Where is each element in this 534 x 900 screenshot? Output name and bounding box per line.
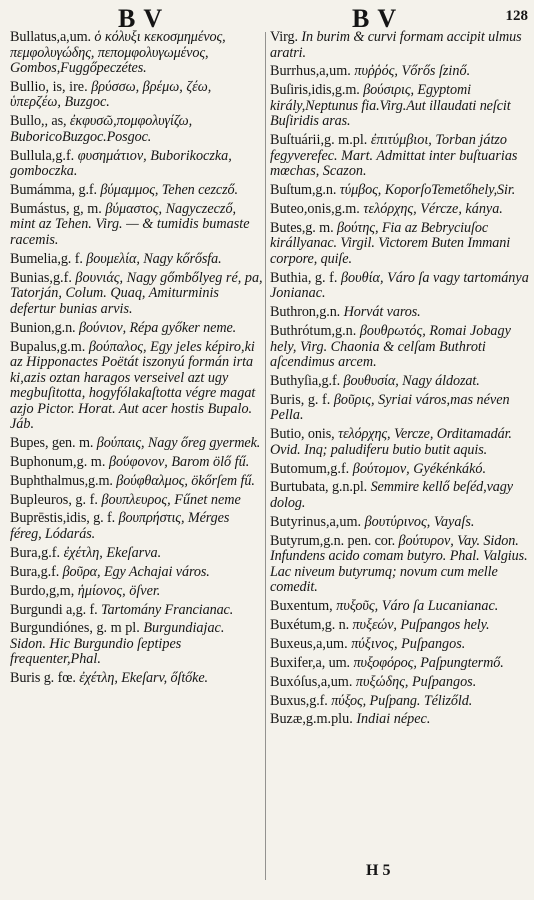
entry-definition: Nagyczecző, mint az Tehen. Virg. — & tumidis bumaste racemis.	[10, 200, 250, 248]
entry-headword: Bupleuros, g. f.	[10, 491, 98, 508]
entry-greek: πυξεών,	[352, 617, 397, 634]
dictionary-entry	[270, 305, 532, 321]
entry-greek: βούτομον,	[352, 460, 410, 477]
dictionary-entry	[10, 149, 263, 180]
entry-headword: Buris g. fœ.	[10, 670, 76, 687]
dictionary-entry	[10, 474, 263, 490]
entry-definition: Nagy őreg gyermek.	[147, 434, 261, 451]
dictionary-entry	[10, 202, 263, 249]
entry-headword: Bullula,g.f.	[10, 147, 75, 164]
entry-headword: Butes,g. m.	[270, 219, 334, 236]
entry-greek: βρύσσω, βρέμω, ζέω, ὑπερζέω,	[10, 78, 212, 111]
dictionary-entry	[10, 584, 263, 600]
entry-definition: Puſpangos hely.	[400, 617, 490, 634]
entry-headword: Buthyſia,g.f.	[270, 372, 341, 389]
entry-definition: Barom ölő fű.	[171, 453, 250, 470]
entry-greek: βούπαις,	[96, 434, 145, 451]
entry-greek: ἡμίονος,	[77, 582, 126, 599]
dictionary-entry	[270, 675, 532, 691]
dictionary-entry	[270, 515, 532, 531]
entry-definition: Ekeſarva.	[106, 544, 162, 561]
dictionary-entry	[270, 30, 532, 61]
dictionary-entry	[270, 374, 532, 390]
entry-definition: Fia az Bebryciuſoc királlyanac. Virgil. Victorem Buten Immani corpore, quiſe.	[270, 219, 511, 267]
entry-definition: Horvát varos.	[343, 304, 421, 321]
entry-greek: βουθία,	[340, 269, 384, 286]
entry-headword: Burrhus,a,um.	[270, 63, 351, 80]
entry-definition: Egy Achajai város.	[103, 563, 210, 580]
right-column	[270, 30, 532, 731]
entry-definition: Semmire kellő beſéd,vagy dolog.	[270, 479, 513, 511]
entry-definition: Buborikoczka, gomboczka.	[10, 147, 232, 180]
entry-greek: βοῦρις,	[333, 391, 375, 408]
entry-definition: Vay. Sidon. Infundens acido comam butyro. Phal. Valgius. Lac niveum butyrumq; novum cum melle comedit.	[270, 532, 528, 596]
entry-definition: Egyptomi király,Neptunus fia.Virg.Aut illaudati neſcit Buſiridis aras.	[270, 82, 511, 130]
entry-headword: Bumástus, g, m.	[10, 200, 102, 217]
entry-definition: Váro ſa vagy tartománya Jonianac.	[270, 269, 529, 302]
entry-greek: βουπλευρος,	[101, 491, 171, 508]
entry-headword: Bullatus,a,um.	[10, 29, 91, 45]
entry-definition: Romai Jobagy hely, Virg. Chaonia & celſam Buthroti aſcendimus arcem.	[270, 323, 511, 371]
entry-greek: βουθυσία,	[343, 372, 399, 389]
dictionary-entry	[270, 202, 532, 218]
entry-headword: Bumelia,g. f.	[10, 250, 83, 267]
dictionary-entry	[10, 671, 263, 687]
page-number: 128	[505, 8, 528, 24]
entry-greek: ἐπιτύμβιοι,	[370, 132, 432, 149]
entry-greek: βούνιον,	[78, 319, 127, 336]
entry-headword: Bunias,g.f.	[10, 269, 72, 286]
entry-definition: Tehen cezcző.	[161, 182, 238, 199]
dictionary-entry	[10, 114, 263, 145]
entry-definition: Répa győker neme.	[129, 319, 237, 336]
entry-definition: Nagy áldozat.	[402, 372, 480, 389]
dictionary-entry	[10, 493, 263, 509]
entry-headword: Bura,g.f.	[10, 563, 60, 580]
entry-headword: Buphthalmus,g.m.	[10, 472, 113, 489]
entry-definition: Fűnet neme	[174, 491, 241, 508]
entry-greek: βουτύρινος,	[364, 513, 431, 530]
entry-definition: Nagy gőmbőlyeg ré, pa, Tatorján, Colum. Quaq, Amiturminis defertur bunias arvis.	[10, 269, 263, 317]
entry-greek: πύξος,	[331, 692, 367, 709]
entry-headword: Butio, onis,	[270, 426, 335, 443]
entry-greek: βούφθαλμος,	[116, 472, 188, 489]
dictionary-entry	[10, 436, 263, 452]
dictionary-entry	[270, 637, 532, 653]
entry-greek: βούτυρον,	[398, 532, 454, 549]
entry-headword: Buſiris,idis,g.m.	[270, 82, 360, 99]
entry-headword: Bullo,, as,	[10, 113, 67, 130]
dictionary-entry	[10, 80, 263, 111]
entry-definition: ökőrſem fű.	[191, 472, 255, 489]
entry-definition: Tartomány Francianac.	[101, 601, 234, 618]
entry-headword: Buphonum,g. m.	[10, 453, 106, 470]
entry-headword: Buthrótum,g.n.	[270, 323, 357, 340]
entry-headword: Buxóſus,a,um.	[270, 673, 353, 690]
entry-headword: Buxus,g.f.	[270, 692, 328, 709]
dictionary-entry	[10, 603, 263, 619]
entry-headword: Butyrum,g.n. pen. cor.	[270, 532, 396, 549]
entry-definition: Mérges féreg, Lódarás.	[10, 510, 230, 542]
entry-greek: βούφονον,	[108, 453, 168, 470]
entry-definition: Buzgoc.	[64, 94, 110, 111]
right-running-head: B V	[352, 4, 398, 33]
entry-definition: Puſpangos.	[412, 673, 477, 690]
entry-headword: Buxentum,	[270, 598, 333, 615]
entry-definition: Váro ſa Lucanianac.	[381, 598, 499, 615]
dictionary-entry	[10, 252, 263, 268]
dictionary-entry	[10, 565, 263, 581]
entry-definition: Gyékénkákó.	[413, 460, 487, 477]
entry-greek: βουνιάς,	[75, 269, 124, 286]
dictionary-entry	[10, 621, 263, 668]
dictionary-entry	[270, 694, 532, 710]
dictionary-entry	[10, 183, 263, 199]
dictionary-entry	[270, 656, 532, 672]
dictionary-entry	[270, 324, 532, 371]
entry-greek: τελόρχης,	[338, 426, 391, 443]
dictionary-entry	[270, 534, 532, 596]
entry-greek: βουθρωτός,	[359, 323, 426, 340]
entry-greek: ἐχέτλη,	[63, 544, 103, 561]
dictionary-entry	[270, 599, 532, 615]
entry-greek: βοῦρα,	[62, 563, 101, 580]
entry-greek: τύμβος,	[339, 182, 382, 199]
entry-headword: Buprēstis,idis, g. f.	[10, 510, 116, 527]
entry-definition: Burgundiajac. Sidon. Hic Burgundio ſeptipes frequenter,Phal.	[10, 620, 225, 668]
entry-definition: Gombos,Fuggőpeczétes.	[10, 60, 147, 76]
dictionary-entry	[270, 618, 532, 634]
left-running-head: B V	[118, 4, 164, 33]
entry-definition: Puſpang. Télizőld.	[369, 692, 473, 709]
entry-headword: Burtubata, g.n.pl.	[270, 479, 368, 496]
dictionary-entry	[10, 340, 263, 433]
entry-greek: πυῤῥός,	[354, 63, 398, 80]
entry-definition: In burim & curvi formam accipit ulmus aratri.	[270, 29, 522, 61]
dictionary-entry	[270, 712, 532, 728]
entry-definition: Syriai város,mas néven Pella.	[270, 391, 510, 424]
entry-greek: ἐκφυσῶ,πομφολυγίζω,	[69, 113, 193, 130]
entry-greek: βουμελία,	[86, 250, 140, 267]
entry-greek: βούσιρις,	[363, 82, 414, 99]
entry-headword: Bupes, gen. m.	[10, 434, 94, 451]
signature-mark: H 5	[366, 862, 391, 879]
entry-headword: Butomum,g.f.	[270, 460, 350, 477]
dictionary-entry	[270, 64, 532, 80]
entry-definition: Egy jeles képiro,ki az Hipponactes Poëtát iszonyú formán irta ki,azis oztan haragos verseivel azt ugy megbuſitotta, hogyfólakaſtotta végre magat azjo Pictor. Horat. Aut acer hostis Bupalo. Jáb.	[10, 338, 256, 433]
entry-headword: Butyrinus,a,um.	[270, 513, 362, 530]
entry-greek: τελόρχης,	[363, 200, 417, 217]
entry-definition: Nagy kőrősfa.	[143, 250, 222, 267]
dictionary-entry	[270, 427, 532, 458]
dictionary-entry	[270, 221, 532, 268]
dictionary-entry	[270, 271, 532, 302]
dictionary-entry	[10, 271, 263, 318]
entry-definition: Vercze, Orditamadár. Ovid. Inq; paludiferu butio butit aquis.	[270, 426, 512, 458]
entry-headword: Buxeus,a,um.	[270, 635, 348, 652]
entry-definition: KoporſoTemetőhely,Sir.	[384, 182, 516, 199]
entry-headword: Bullio, is, ire.	[10, 78, 88, 95]
column-divider	[265, 32, 266, 880]
entry-headword: Buthron,g.n.	[270, 304, 341, 321]
entry-greek: ὁ κόλυξι κεκοσμημένος, πεμφολυγώδης, πεπομφολυγωμένος,	[10, 29, 226, 61]
entry-headword: Buxétum,g. n.	[270, 617, 350, 634]
entry-greek: πύξινος,	[351, 635, 398, 652]
entry-greek: βουπρήστις,	[118, 510, 185, 527]
dictionary-entry	[270, 480, 532, 511]
entry-greek: βούτης,	[337, 219, 379, 236]
dictionary-entry	[10, 511, 263, 542]
entry-greek: ἐχέτλη,	[79, 670, 118, 687]
entry-headword: Bunion,g.n.	[10, 319, 76, 336]
entry-headword: Buſtum,g.n.	[270, 182, 337, 199]
dictionary-entry	[10, 321, 263, 337]
entry-headword: Buzæ,g.m.plu.	[270, 711, 353, 728]
entry-headword: Bupalus,g.m.	[10, 338, 86, 355]
dictionary-entry	[270, 393, 532, 424]
entry-greek: βύμαστος,	[105, 200, 163, 217]
entry-headword: Buſtuárii,g. m.pl.	[270, 132, 368, 149]
entry-headword: Buxifer,a, um.	[270, 654, 350, 671]
entry-headword: Bumámma, g.f.	[10, 182, 97, 199]
left-column	[10, 30, 263, 690]
entry-greek: φυσημάτιον,	[77, 147, 147, 164]
dictionary-entry	[10, 546, 263, 562]
entry-definition: BuboricoBuzgoc.Posgoc.	[10, 128, 152, 145]
dictionary-entry	[10, 455, 263, 471]
entry-definition: Indiai népec.	[356, 711, 431, 728]
dictionary-entry	[10, 30, 263, 77]
entry-greek: βύμαμμος,	[100, 182, 159, 199]
entry-headword: Buteo,onis,g.m.	[270, 200, 360, 217]
entry-greek: πυξοῦς,	[336, 598, 379, 615]
entry-greek: βούπαλος,	[88, 338, 147, 355]
entry-definition: Torban játzo fegyverefec. Mart. Admittat inter buſtuarias mœchas, Scazon.	[270, 132, 518, 180]
entry-definition: Vőrős ſzinő.	[401, 63, 471, 80]
entry-definition: Vércze, kánya.	[420, 200, 503, 217]
entry-headword: Burdo,g,m,	[10, 582, 75, 599]
entry-definition: Paſpungtermő.	[420, 654, 504, 671]
entry-headword: Virg.	[270, 29, 298, 45]
entry-headword: Bura,g.f.	[10, 544, 61, 561]
entry-greek: πυξοφόρος,	[353, 654, 417, 671]
entry-headword: Burgundiónes, g. m pl.	[10, 620, 140, 637]
dictionary-entry	[270, 83, 532, 130]
entry-definition: Ekeſarv, őſtőke.	[121, 670, 209, 687]
dictionary-entry	[270, 462, 532, 478]
dictionary-entry	[270, 183, 532, 199]
entry-headword: Buris, g. f.	[270, 391, 331, 408]
entry-greek: πυξώδης,	[355, 673, 409, 690]
entry-definition: öſver.	[129, 582, 161, 599]
entry-headword: Buthia, g. f.	[270, 269, 338, 286]
entry-headword: Burgundi a,g. f.	[10, 601, 98, 618]
dictionary-entry	[270, 133, 532, 180]
entry-definition: Puſpangos.	[401, 635, 466, 652]
entry-definition: Vayaſs.	[433, 513, 475, 530]
